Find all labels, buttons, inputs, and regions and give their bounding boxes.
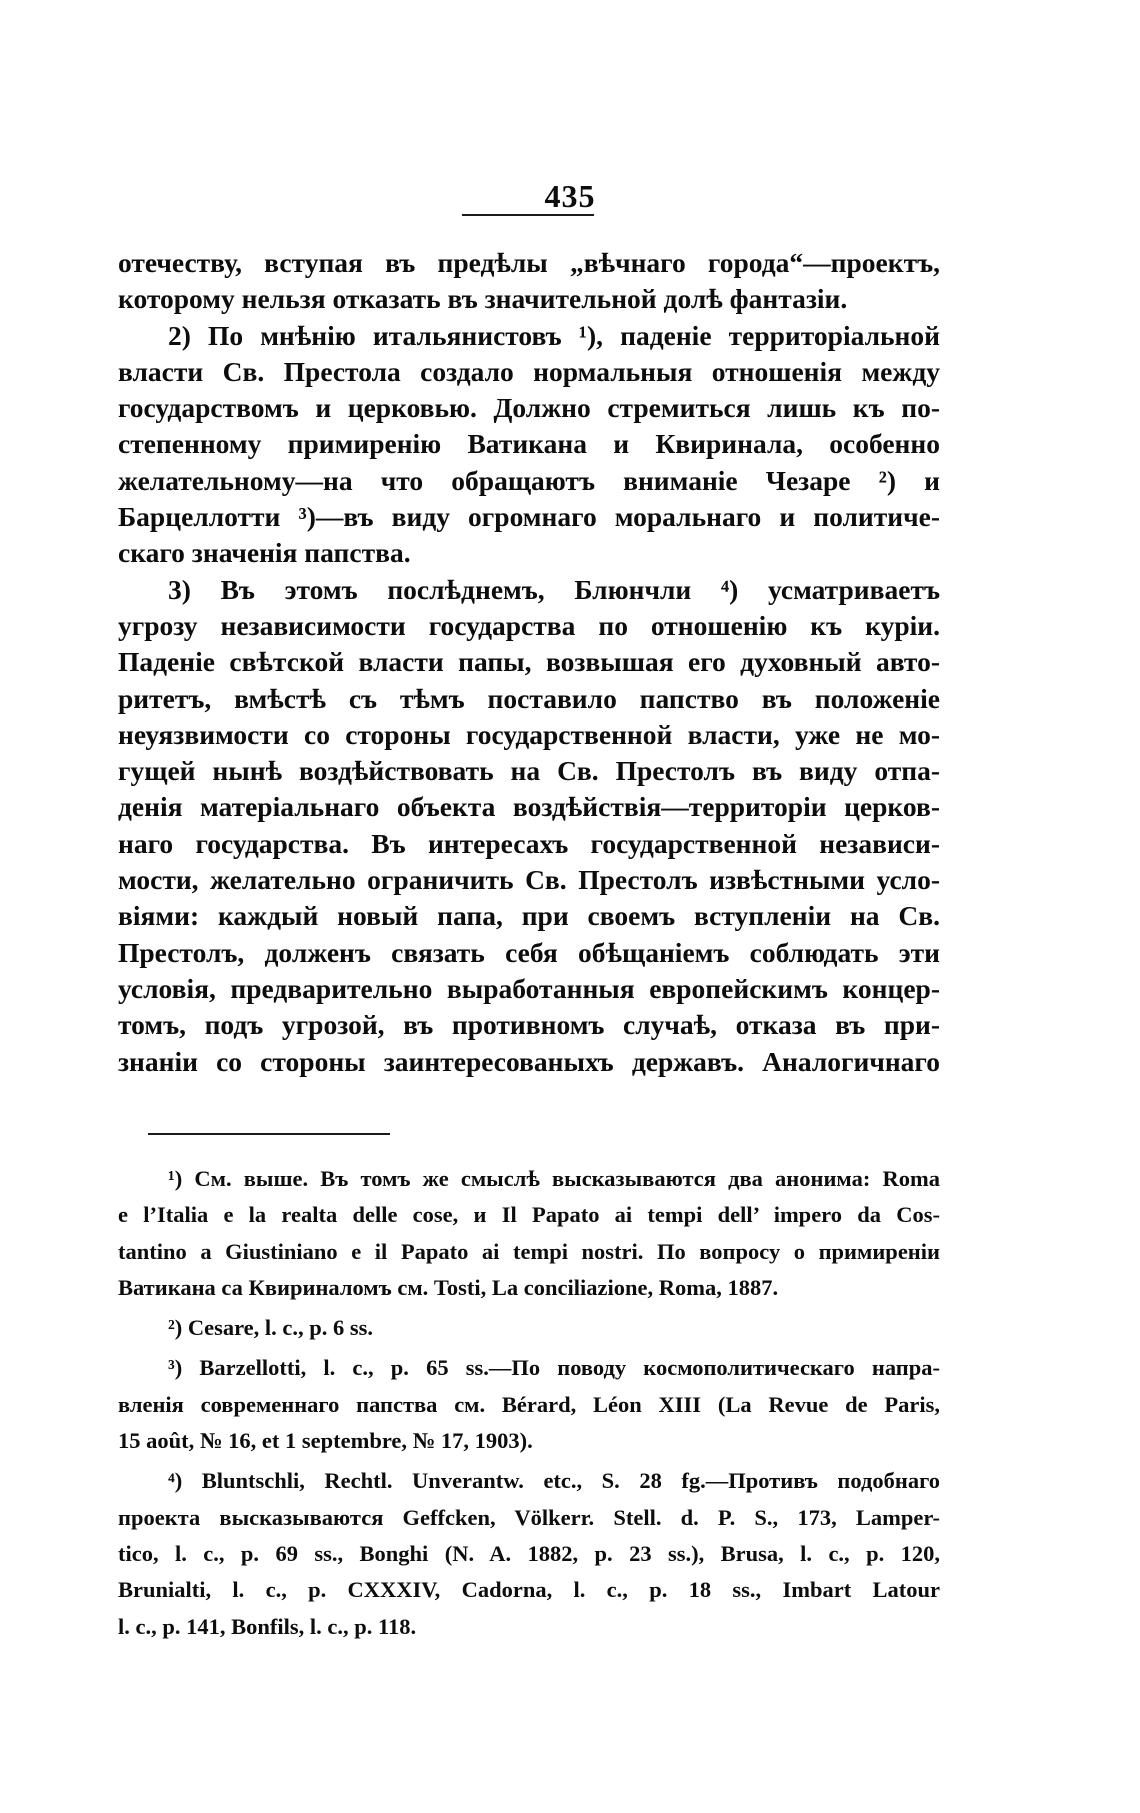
text-line: наго государства. Въ интересахъ государственной независи- xyxy=(118,827,940,859)
text-line: степенному примиренію Ватикана и Квиринала, особенно xyxy=(118,428,940,460)
text-line: Престолъ, долженъ связать себя обѣщаніемъ соблюдать эти xyxy=(118,936,940,968)
text-line: государствомъ и церковью. Должно стремиться лишь къ по- xyxy=(118,392,940,424)
footnote-line: tantino a Giustiniano e il Papato ai tempi nostri. По вопросу о примиреніи xyxy=(118,1238,940,1264)
footnote-line: ¹) См. выше. Въ томъ же смыслѣ высказываются два анонима: Roma xyxy=(168,1166,940,1191)
footnotes xyxy=(118,1164,940,1648)
footnote-line: ³) Barzellotti, l. c., p. 65 ss.—По поводу космополитическаго напра- xyxy=(168,1355,940,1381)
text-line: 3) Въ этомъ послѣднемъ, Блюнчли ⁴) усматриваетъ xyxy=(168,573,940,605)
footnote-line: вленія современнаго папства см. Bérard, Léon XIII (La Revue de Paris, xyxy=(118,1391,940,1417)
text-line: гущей нынѣ воздѣйствовать на Св. Престолъ въ виду отпа- xyxy=(118,755,940,787)
text-line: томъ, подъ угрозой, въ противномъ случаѣ, отказа въ при- xyxy=(118,1009,940,1041)
text-line: отечеству, вступая въ предѣлы „вѣчнаго города“—проектъ, xyxy=(118,247,940,278)
footnote-line: ²) Cesare, l. c., p. 6 ss. xyxy=(168,1315,374,1341)
text-line: ритетъ, вмѣстѣ съ тѣмъ поставило папство въ положеніе xyxy=(118,682,940,714)
footnote-line: 15 août, № 16, et 1 septembre, № 17, 1903). xyxy=(118,1428,533,1454)
footnote-line: Brunialti, l. c., p. CXXXIV, Cadorna, l. c., p. 18 ss., Imbart Latour xyxy=(118,1577,940,1603)
text-line: денія матеріальнаго объекта воздѣйствія—территоріи церков- xyxy=(118,791,940,823)
text-line: неуязвимости со стороны государственной власти, уже не мо- xyxy=(118,718,940,750)
text-line: знаніи со стороны заинтересованыхъ державъ. Аналогичнаго xyxy=(118,1045,940,1077)
text-line: Паденіе свѣтской власти папы, возвышая его духовный авто- xyxy=(118,646,940,678)
text-line: желательному—на что обращаютъ вниманіе Чезаре ²) и xyxy=(118,464,940,496)
text-line: угрозу независимости государства по отношенію къ куріи. xyxy=(118,609,940,641)
footnote-rule xyxy=(148,1133,390,1135)
text-line: условія, предварительно выработанныя европейскимъ концер- xyxy=(118,972,940,1004)
text-line: мости, желательно ограничить Св. Престолъ извѣстными усло- xyxy=(118,864,940,896)
footnote-line: ⁴) Bluntschli, Rechtl. Unverantw. etc., S. 28 fg.—Противъ подобнаго xyxy=(168,1468,940,1494)
footnote-line: e l’Italia e la realta delle cose, и Il Papato ai tempi dell’ impero da Cos- xyxy=(118,1202,940,1228)
text-line: віями: каждый новый папа, при своемъ вступленіи на Св. xyxy=(118,900,940,932)
text-line: власти Св. Престола создало нормальныя отношенія между xyxy=(118,355,940,387)
text-line: Барцеллотти ³)—въ виду огромнаго моральнаго и политиче- xyxy=(118,501,940,533)
footnote-line: проекта высказываются Geffcken, Völkerr. Stell. d. P. S., 173, Lamper- xyxy=(118,1504,940,1530)
text-line: которому нельзя отказать въ значительной долѣ фантазіи. xyxy=(118,283,848,315)
footnote-line: l. c., p. 141, Bonfils, l. c., p. 118. xyxy=(118,1613,417,1639)
footnote-line: Ватикана са Квириналомъ см. Tosti, La conciliazione, Roma, 1887. xyxy=(118,1274,779,1300)
text-line: скаго значенія папства. xyxy=(118,537,411,569)
main-text xyxy=(118,245,940,1080)
footnote-line: tico, l. c., p. 69 ss., Bonghi (N. A. 1882, p. 23 ss.), Brusa, l. c., p. 120, xyxy=(118,1540,940,1566)
page-number: 435 xyxy=(544,178,596,214)
text-line: 2) По мнѣнію итальянистовъ ¹), паденіе территоріальной xyxy=(168,319,940,351)
header-rule xyxy=(462,214,594,216)
